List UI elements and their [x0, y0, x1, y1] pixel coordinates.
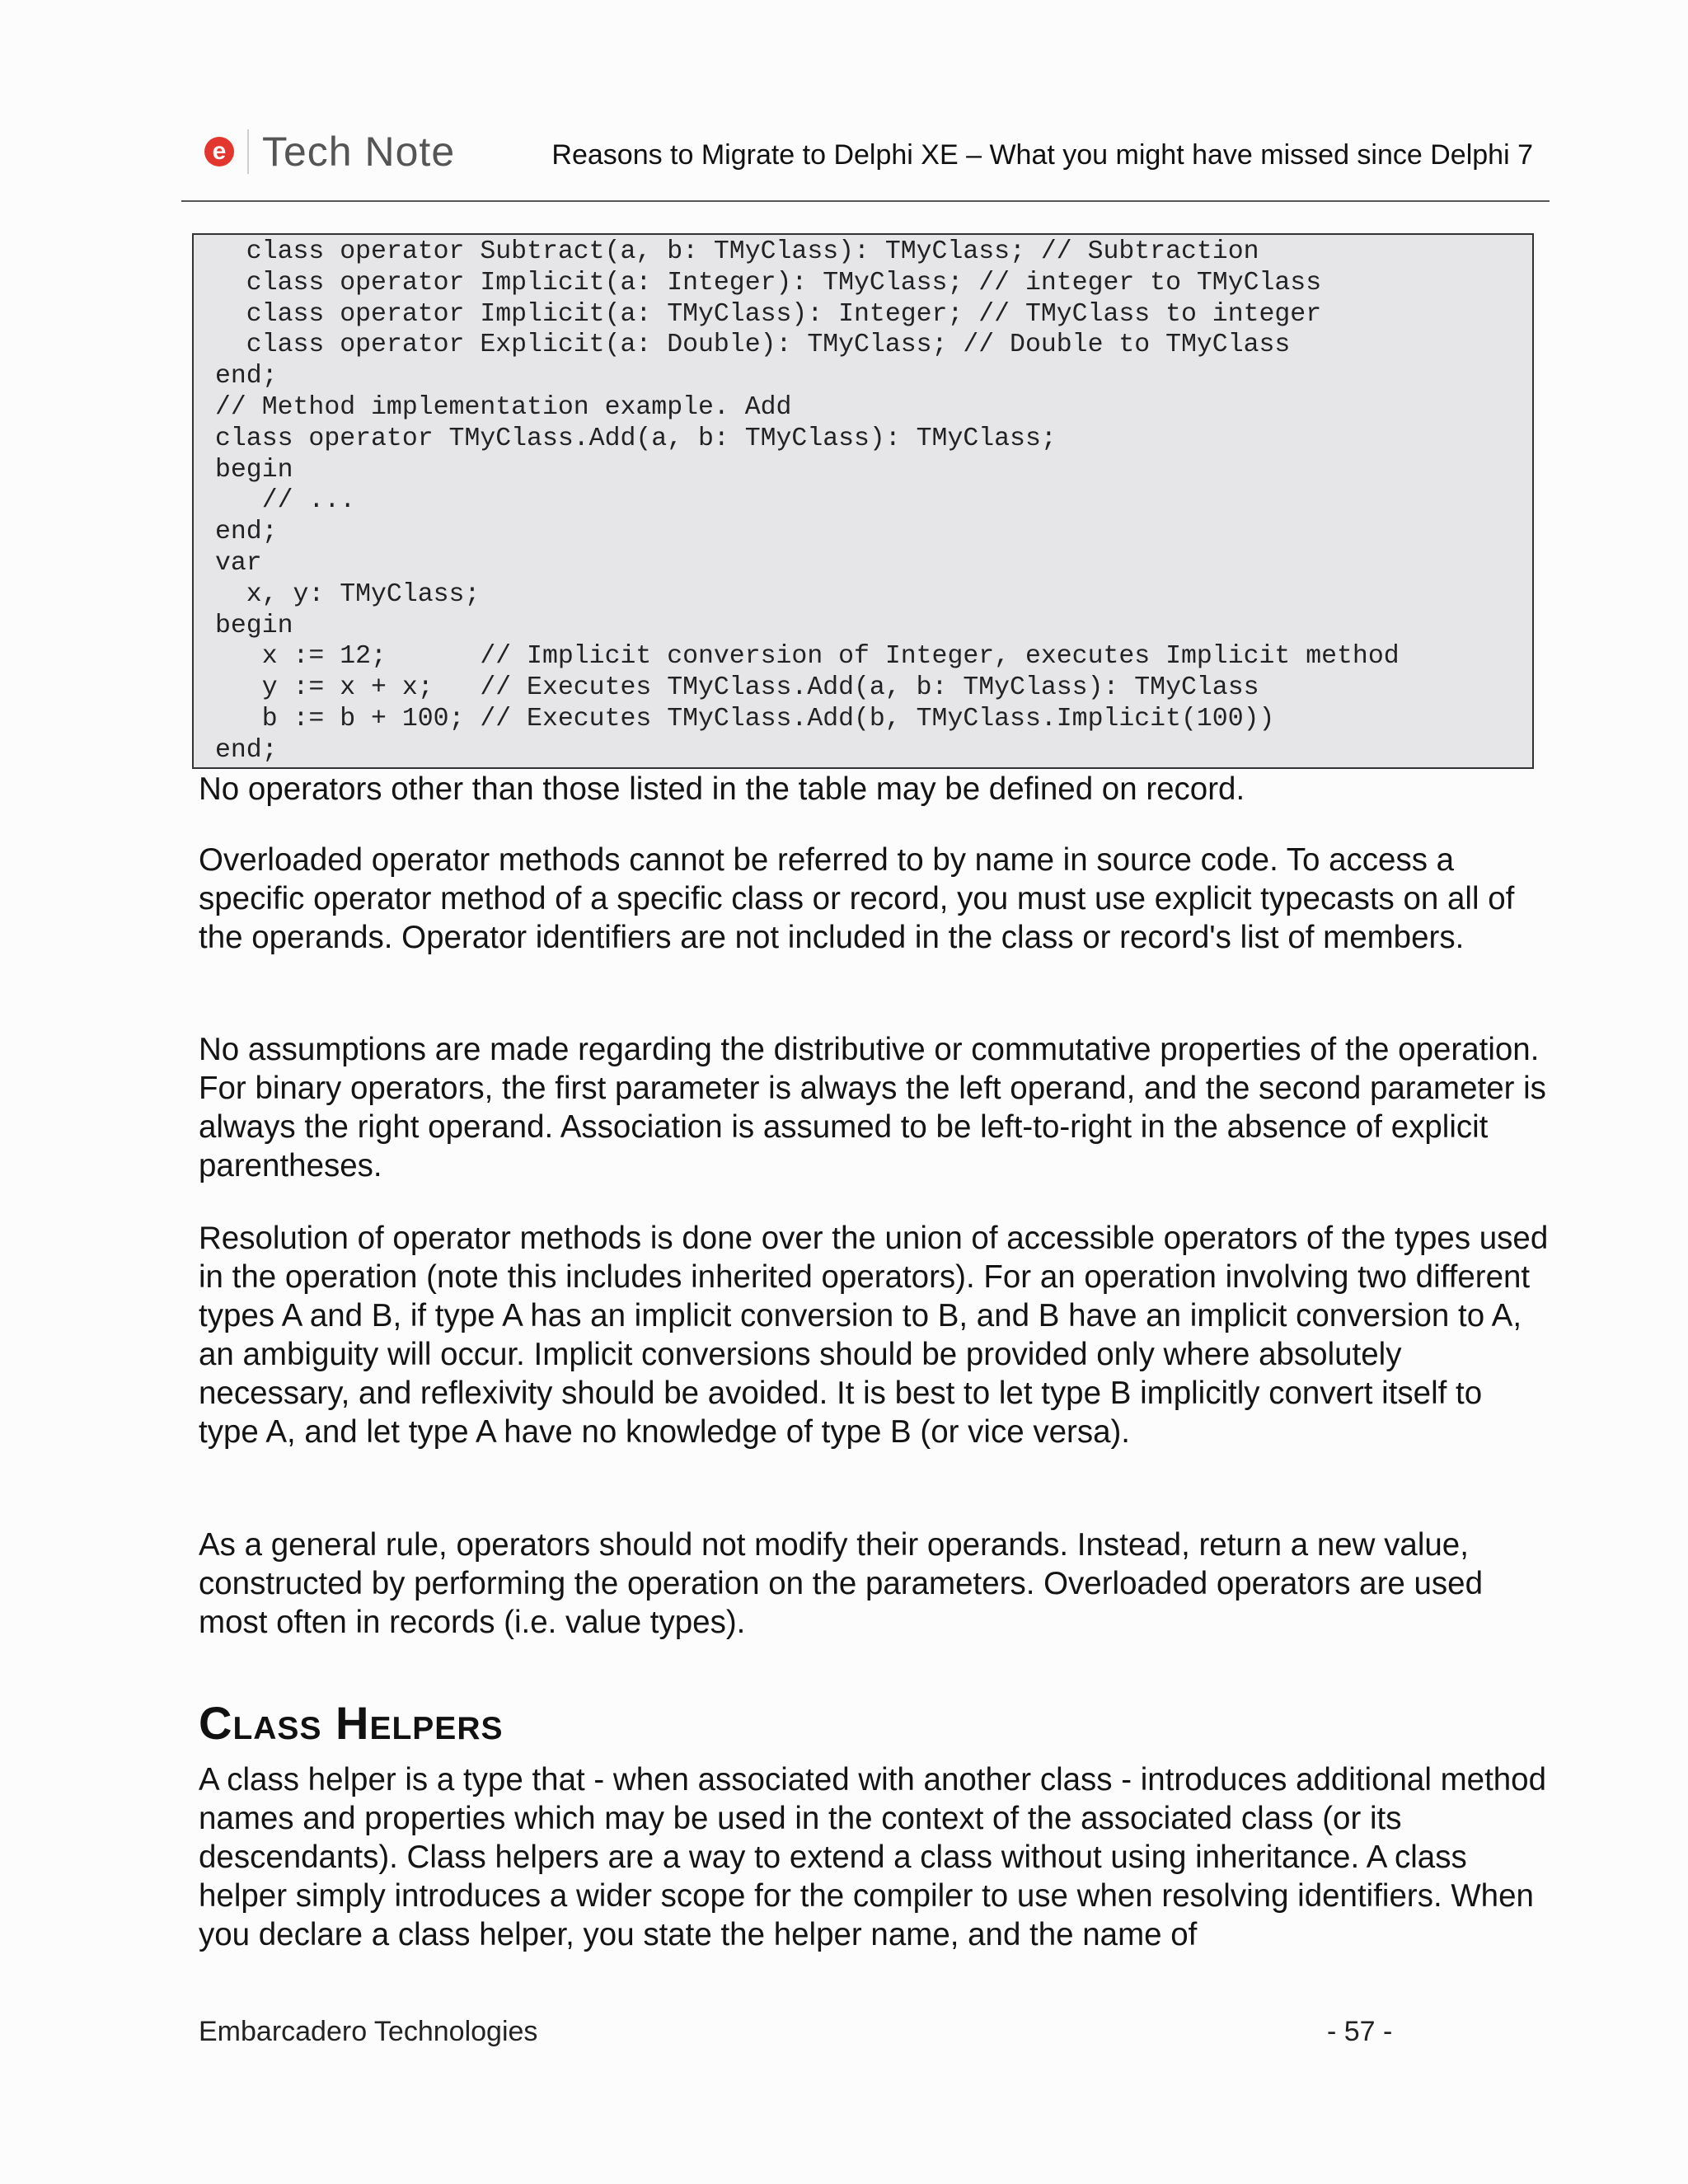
paragraph-operators-restriction: No operators other than those listed in the table may be defined on record.: [199, 771, 1245, 807]
code-line: // Method implementation example. Add: [215, 392, 792, 422]
code-line: end;: [215, 518, 278, 547]
code-line: begin: [215, 611, 293, 640]
code-line: b := b + 100; // Executes TMyClass.Add(b, TMyClass.Implicit(100)): [215, 704, 1275, 733]
code-line: var: [215, 548, 262, 578]
logo-text: Tech Note: [262, 129, 456, 175]
code-line: class operator Implicit(a: TMyClass): Integer; // TMyClass to integer: [215, 299, 1322, 329]
code-line: x, y: TMyClass;: [215, 579, 481, 609]
paragraph-assumptions: No assumptions are made regarding the distributive or commutative properties of the operation. For binary operators, the first parameter is always the left operand, and the second parameter is always the right operand. Association is assumed to be left-to-right in the absence of explicit parentheses.: [199, 1032, 1546, 1183]
section-heading: Class Helpers: [199, 1697, 504, 1749]
code-line: x := 12; // Implicit conversion of Integer, executes Implicit method: [215, 642, 1400, 672]
code-line: end;: [215, 362, 278, 391]
footer-company: Embarcadero Technologies: [199, 2016, 538, 2047]
code-line: class operator Implicit(a: Integer): TMyClass; // integer to TMyClass: [215, 268, 1322, 298]
paragraph-resolution: Resolution of operator methods is done over the union of accessible operators of the types used in the operation (note this includes inherited operators). For an operation involving two different types A and B, if type A has an implicit conversion to B, and B have an implicit conversion to A, an ambiguity will occur. Implicit conversions should be provided only where absolutely necessary, and reflexivity should be avoided. It is best to let type B implicitly convert itself to type A, and let type A have no knowledge of type B (or vice versa).: [199, 1221, 1549, 1450]
embarcadero-logo-icon: e: [204, 137, 234, 166]
code-line: class operator Subtract(a, b: TMyClass): TMyClass; // Subtraction: [215, 237, 1259, 266]
document-title: Reasons to Migrate to Delphi XE – What you might have missed since Delphi 7: [551, 138, 1533, 171]
code-line: y := x + x; // Executes TMyClass.Add(a, b: TMyClass): TMyClass: [215, 673, 1259, 703]
code-line: // ...: [215, 486, 356, 516]
paragraph-class-helpers: A class helper is a type that - when associated with another class - introduces additional method names and properties which may be used in the context of the associated class (or its descendants). Class helpers are a way to extend a class without using inheritance. A class helper simply introduces a wider scope for the compiler to use when resolving identifiers. When you declare a class helper, you state the helper name, and the name of: [199, 1762, 1547, 1952]
page-number: - 57 -: [1327, 2016, 1393, 2047]
tech-note-logo: [204, 127, 455, 176]
code-line: begin: [215, 455, 293, 485]
code-line: class operator TMyClass.Add(a, b: TMyClass): TMyClass;: [215, 424, 1057, 453]
logo-divider: [247, 129, 249, 174]
code-line: end;: [215, 735, 278, 765]
paragraph-general-rule: As a general rule, operators should not modify their operands. Instead, return a new value, constructed by performing the operation on the parameters. Overloaded operators are used most often in records (i.e. value types).: [199, 1527, 1484, 1640]
code-line: class operator Explicit(a: Double): TMyClass; // Double to TMyClass: [215, 330, 1291, 360]
paragraph-operator-names: Overloaded operator methods cannot be referred to by name in source code. To access a specific operator method of a specific class or record, you must use explicit typecasts on all of the operands. Operator identifiers are not included in the class or record's list of members.: [199, 842, 1515, 955]
page-header: [181, 122, 1550, 202]
code-block: [192, 233, 1534, 769]
